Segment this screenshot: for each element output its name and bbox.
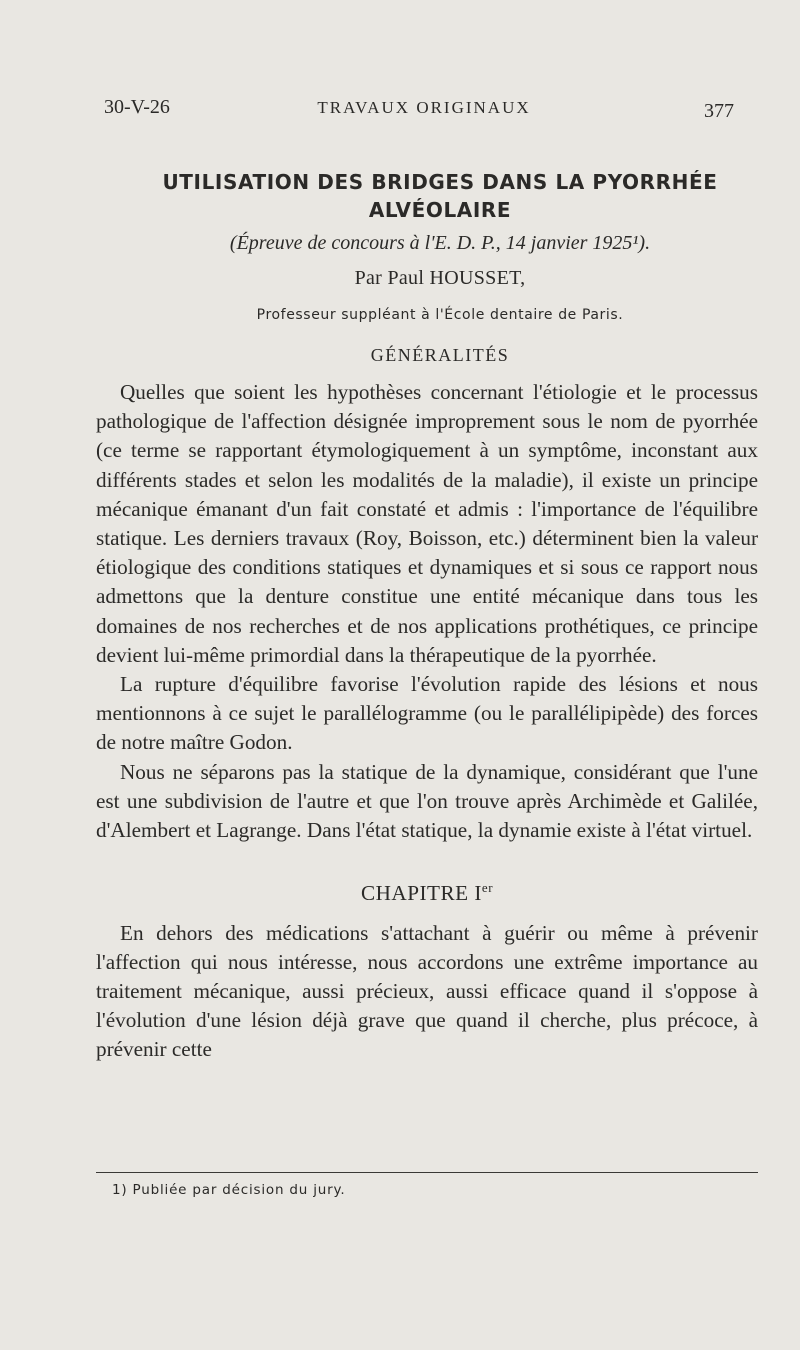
article-byline: Par Paul HOUSSET,: [354, 267, 526, 289]
folio-date: 30-V-26: [104, 96, 170, 118]
footnote-divider: [96, 1172, 758, 1173]
page-number: 377: [704, 100, 734, 122]
section-heading: GÉNÉRALITÉS: [370, 345, 510, 365]
article-title-line2: ALVÉOLAIRE: [368, 198, 512, 222]
article-body: [96, 378, 758, 1065]
running-head: TRAVAUX ORIGINAUX: [317, 98, 531, 117]
footnote: 1) Publiée par décision du jury.: [112, 1182, 346, 1198]
paragraph: Nous ne séparons pas la statique de la dynamique, considérant que l'une est une subdivision de l'autre et que l'on trouve après Archimède et Galilée, d'Alembert et Lagrange. Dans l'état statique, la dynamie existe à l'état virtuel.: [96, 759, 758, 843]
paragraph: En dehors des médications s'attachant à guérir ou même à prévenir l'affection qui nous intéresse, nous accordons une extrême importance au traitement mécanique, aussi précieux, aussi efficace quand il s'oppose à l'évolution d'une lésion déjà grave que quand il cherche, plus précoce, à prévenir cette: [96, 920, 758, 1062]
running-header: [104, 96, 744, 126]
author-affiliation: Professeur suppléant à l'École dentaire de Paris.: [256, 307, 624, 323]
chapter-suffix: er: [481, 880, 494, 896]
paragraph: Quelles que soient les hypothèses concernant l'étiologie et le processus pathologique de l'affection désignée improprement sous le nom de pyorrhée (ce terme se rapportant étymologiquement à un symptôme, inconstant aux différents stades et selon les modalités de la maladie), il existe un principe mécanique émanant d'un fait constaté et admis : l'importance de l'équilibre statique. Les derniers travaux (Roy, Boisson, etc.) déterminent bien la valeur étiologique des conditions statiques et dynamiques et si sous ce rapport nous admettons que la denture constitue une entité mécanique dans tous les domaines de nos recherches et de nos applications prothétiques, ce principe devient lui-même primordial dans la thérapeutique de la pyorrhée.: [96, 380, 758, 667]
article-subtitle: (Épreuve de concours à l'E. D. P., 14 janvier 1925¹).: [229, 232, 651, 254]
article-title: [100, 168, 780, 224]
chapter-label: CHAPITRE I: [360, 881, 482, 906]
paragraph: La rupture d'équilibre favorise l'évolution rapide des lésions et nous mentionnons à ce sujet le parallélogramme (ou le parallélipipède) des forces de notre maître Godon.: [96, 672, 758, 755]
chapter-heading: [96, 873, 758, 908]
article-title-line1: UTILISATION DES BRIDGES DANS LA PYORRHÉE: [162, 170, 718, 194]
